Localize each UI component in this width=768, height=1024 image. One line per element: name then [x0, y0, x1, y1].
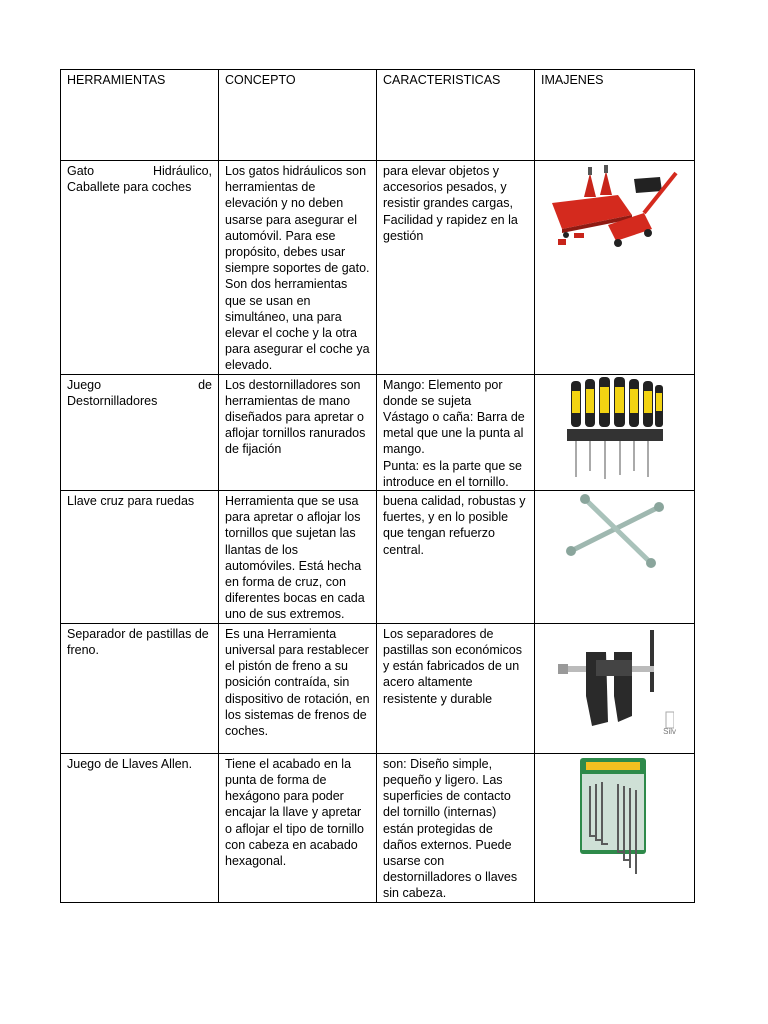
allen-key-set-image	[535, 753, 695, 902]
table-row	[61, 623, 695, 753]
tool-name: Llave cruz para ruedas	[61, 491, 219, 624]
tool-concept: Herramienta que se usa para apretar o aflojar los tornillos que sujetan las llantas de los automóviles. Está hecha en forma de cruz, con diferentes bocas en cada uno de sus extremos.	[219, 491, 377, 624]
table-row	[61, 753, 695, 902]
tool-concept: Los destornilladores son herramientas de mano diseñados para apretar o aflojar tornillos ranurados de fijación	[219, 374, 377, 490]
table-row	[61, 374, 695, 490]
feature-line: Vástago o caña: Barra de metal que une la punta al mango.	[383, 410, 525, 457]
tool-features: son: Diseño simple, pequeño y ligero. Las superficies de contacto del tornillo (internas) están protegidas de daños externos. Puede usarse con destornilladores o llaves sin cabeza.	[377, 753, 535, 902]
tool-features: buena calidad, robustas y fuertes, y en lo posible que tengan refuerzo central.	[377, 491, 535, 624]
header-herramientas: HERRAMIENTAS	[61, 70, 219, 161]
tool-features: Los separadores de pastillas son económicos y están fabricados de un acero altamente resistente y durable	[377, 623, 535, 753]
table-row	[61, 161, 695, 375]
cross-wrench-image	[535, 491, 695, 624]
tool-name: Juego de Destornilladores	[61, 374, 219, 490]
image-watermark: Silv	[663, 727, 676, 737]
tools-table	[60, 69, 695, 903]
tool-concept: Los gatos hidráulicos son herramientas de elevación y no deben usarse para asegurar el automóvil. Para ese propósito, debes usar siempre soportes de gato. Son dos herramientas que se usan en simultáneo, una para elevar el coche y la otra para asegurar el coche ya elevado.	[219, 161, 377, 375]
feature-line: Mango: Elemento por donde se sujeta	[383, 377, 503, 408]
header-concepto: CONCEPTO	[219, 70, 377, 161]
tool-name: Juego de Llaves Allen.	[61, 753, 219, 902]
hydraulic-jack-image	[535, 161, 695, 375]
table-row	[61, 491, 695, 624]
screwdriver-set-image	[535, 374, 695, 490]
table-header-row	[61, 70, 695, 161]
tool-name: Gato Hidráulico, Caballete para coches	[61, 161, 219, 375]
header-caracteristicas: CARACTERISTICAS	[377, 70, 535, 161]
feature-line: Punta: es la parte que se introduce en el tornillo.	[383, 458, 522, 489]
header-imajenes: IMAJENES	[535, 70, 695, 161]
tool-features: para elevar objetos y accesorios pesados, y resistir grandes cargas, Facilidad y rapidez en la gestión	[377, 161, 535, 375]
tool-name: Separador de pastillas de freno.	[61, 623, 219, 753]
tool-concept: Es una Herramienta universal para restablecer el pistón de freno a su posición contraída, sin dispositivo de rotación, en los sistemas de frenos de coches.	[219, 623, 377, 753]
brake-pad-spreader-image	[535, 623, 695, 753]
tool-features	[377, 374, 535, 490]
tool-concept: Tiene el acabado en la punta de forma de hexágono para poder encajar la llave y apretar o aflojar el tipo de tornillo con cabeza en acabado hexagonal.	[219, 753, 377, 902]
